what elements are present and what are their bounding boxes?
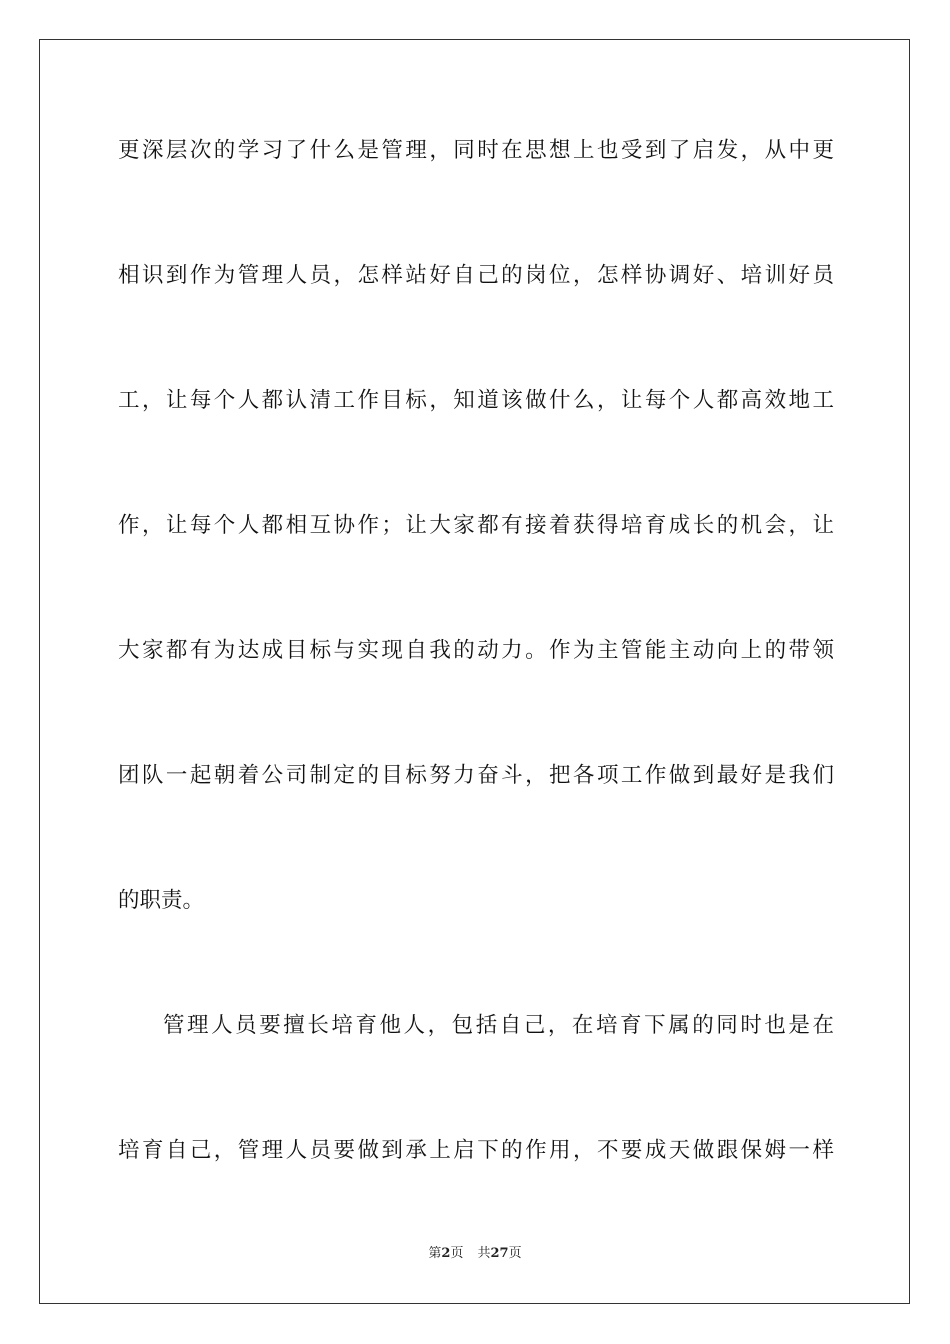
total-suffix: 页 — [508, 1246, 522, 1261]
page-footer — [0, 1245, 950, 1263]
text-line-1: 更深层次的学习了什么是管理，同时在思想上也受到了启发，从中更 — [118, 138, 834, 163]
page-prefix: 第 — [428, 1246, 442, 1261]
text-line-6: 团队一起朝着公司制定的目标努力奋斗，把各项工作做到最好是我们 — [118, 763, 834, 788]
paragraph-2-line-2: 培育自己，管理人员要做到承上启下的作用，不要成天做跟保姆一样 — [118, 1138, 834, 1163]
text-line-5: 大家都有为达成目标与实现自我的动力。作为主管能主动向上的带领 — [118, 638, 834, 663]
page-number: 2 — [441, 1246, 451, 1261]
total-prefix: 共 — [477, 1246, 491, 1261]
text-line-3: 工，让每个人都认清工作目标，知道该做什么，让每个人都高效地工 — [118, 388, 834, 413]
text-line-7: 的职责。 — [118, 888, 205, 913]
paragraph-2-line-1: 管理人员要擅长培育他人，包括自己，在培育下属的同时也是在 — [163, 1013, 834, 1038]
page-border — [39, 39, 910, 1304]
page-suffix: 页 — [450, 1246, 464, 1261]
text-line-2: 相识到作为管理人员，怎样站好自己的岗位，怎样协调好、培训好员 — [118, 263, 834, 288]
text-line-4: 作，让每个人都相互协作；让大家都有接着获得培育成长的机会，让 — [118, 513, 834, 538]
total-pages: 27 — [490, 1246, 509, 1261]
